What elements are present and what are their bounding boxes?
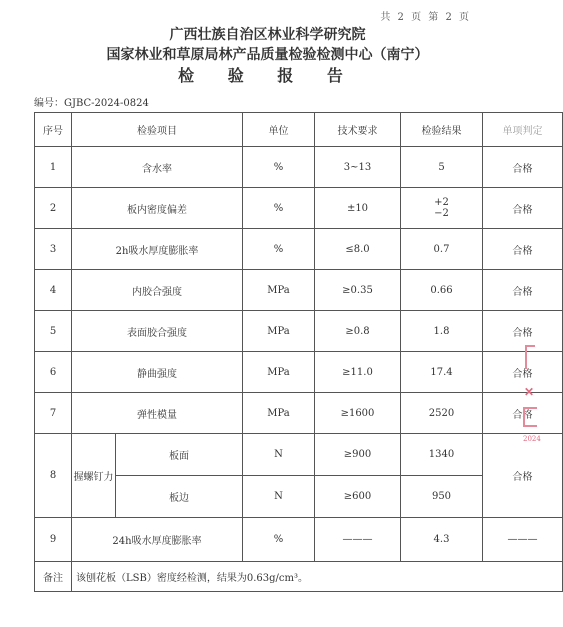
note-text: 该刨花板（LSB）密度经检测，结果为0.63g/cm³。: [72, 562, 563, 592]
header-verdict: 单项判定: [483, 113, 563, 147]
inspection-table: [34, 112, 563, 592]
row-requirement: 3~13: [315, 147, 401, 188]
table-header-row: [35, 113, 563, 147]
row-result: 4.3: [401, 518, 483, 562]
table-row: [35, 518, 563, 562]
row-unit: MPa: [243, 311, 315, 352]
header-unit: 单位: [243, 113, 315, 147]
table-row: [35, 311, 563, 352]
header-result: 检验结果: [401, 113, 483, 147]
row-item: 24h吸水厚度膨胀率: [72, 518, 243, 562]
row-result: 2520: [401, 393, 483, 434]
row-item: 内胶合强度: [72, 270, 243, 311]
note-row: [35, 562, 563, 592]
row-verdict: 合格: [483, 311, 563, 352]
row-result: 0.7: [401, 229, 483, 270]
stamp-year: 2024: [523, 435, 541, 443]
row-result: 950: [401, 476, 483, 518]
row-verdict: 合格: [483, 147, 563, 188]
row-item: 弹性模量: [72, 393, 243, 434]
row-unit: %: [243, 188, 315, 229]
row-requirement: ≥600: [315, 476, 401, 518]
row-unit: %: [243, 147, 315, 188]
seal-stamp: [521, 345, 541, 455]
row-verdict: 合格: [483, 352, 563, 393]
table-row: [35, 393, 563, 434]
row-unit: MPa: [243, 352, 315, 393]
stamp-mark-top: [525, 345, 535, 369]
row-requirement: ±10: [315, 188, 401, 229]
table-row: [35, 352, 563, 393]
center-name: 国家林业和草原局林产品质量检验检测中心（南宁）: [106, 47, 429, 63]
header-no: 序号: [35, 113, 72, 147]
row-no: 1: [35, 147, 72, 188]
row-no: 2: [35, 188, 72, 229]
row-result: 1340: [401, 434, 483, 476]
row-requirement: ≥0.35: [315, 270, 401, 311]
row-subitem: 板面: [116, 434, 243, 476]
header-requirement: 技术要求: [315, 113, 401, 147]
row-no: 5: [35, 311, 72, 352]
row-requirement: ≥0.8: [315, 311, 401, 352]
row-requirement: ≥900: [315, 434, 401, 476]
row-item: 表面胶合强度: [72, 311, 243, 352]
row-unit: %: [243, 518, 315, 562]
report-title: 检 验 报 告: [178, 66, 357, 85]
row-requirement: ≥11.0: [315, 352, 401, 393]
row-item: 静曲强度: [72, 352, 243, 393]
row-requirement: ≥1600: [315, 393, 401, 434]
row-verdict: 合格: [483, 393, 563, 434]
table-row: [35, 229, 563, 270]
row-requirement: ———: [315, 518, 401, 562]
row-verdict: ———: [483, 518, 563, 562]
row-result: 1.8: [401, 311, 483, 352]
row-unit: N: [243, 476, 315, 518]
row-no: 7: [35, 393, 72, 434]
row-result: [401, 188, 483, 229]
result-lower: −2: [434, 208, 449, 219]
row-verdict: 合格: [483, 270, 563, 311]
row-item: 含水率: [72, 147, 243, 188]
row-item: 2h吸水厚度膨胀率: [72, 229, 243, 270]
row-no: 4: [35, 270, 72, 311]
row-verdict: 合格: [483, 434, 563, 518]
row-result: 17.4: [401, 352, 483, 393]
row-no: 8: [35, 434, 72, 518]
header-item: 检验项目: [72, 113, 243, 147]
row-item: 握螺钉力: [72, 434, 116, 518]
table-row: [35, 434, 563, 476]
page-count: 共 2 页 第 2 页: [380, 12, 471, 23]
row-no: 6: [35, 352, 72, 393]
result-upper: +2: [434, 197, 449, 208]
table-row: [35, 188, 563, 229]
row-result: 0.66: [401, 270, 483, 311]
row-result: 5: [401, 147, 483, 188]
row-no: 3: [35, 229, 72, 270]
stamp-mark-low: [523, 407, 537, 427]
table-row: [35, 147, 563, 188]
stamp-mark-mid: ✕: [524, 385, 535, 399]
row-item: 板内密度偏差: [72, 188, 243, 229]
row-verdict: 合格: [483, 188, 563, 229]
row-no: 9: [35, 518, 72, 562]
institute-name: 广西壮族自治区林业科学研究院: [169, 27, 366, 43]
report-number: 编号：GJBC-2024-0824: [34, 98, 149, 109]
row-requirement: ≤8.0: [315, 229, 401, 270]
table-row: [35, 270, 563, 311]
row-unit: N: [243, 434, 315, 476]
row-verdict: 合格: [483, 229, 563, 270]
row-unit: MPa: [243, 270, 315, 311]
row-unit: MPa: [243, 393, 315, 434]
row-subitem: 板边: [116, 476, 243, 518]
row-unit: %: [243, 229, 315, 270]
note-label: 备注: [35, 562, 72, 592]
